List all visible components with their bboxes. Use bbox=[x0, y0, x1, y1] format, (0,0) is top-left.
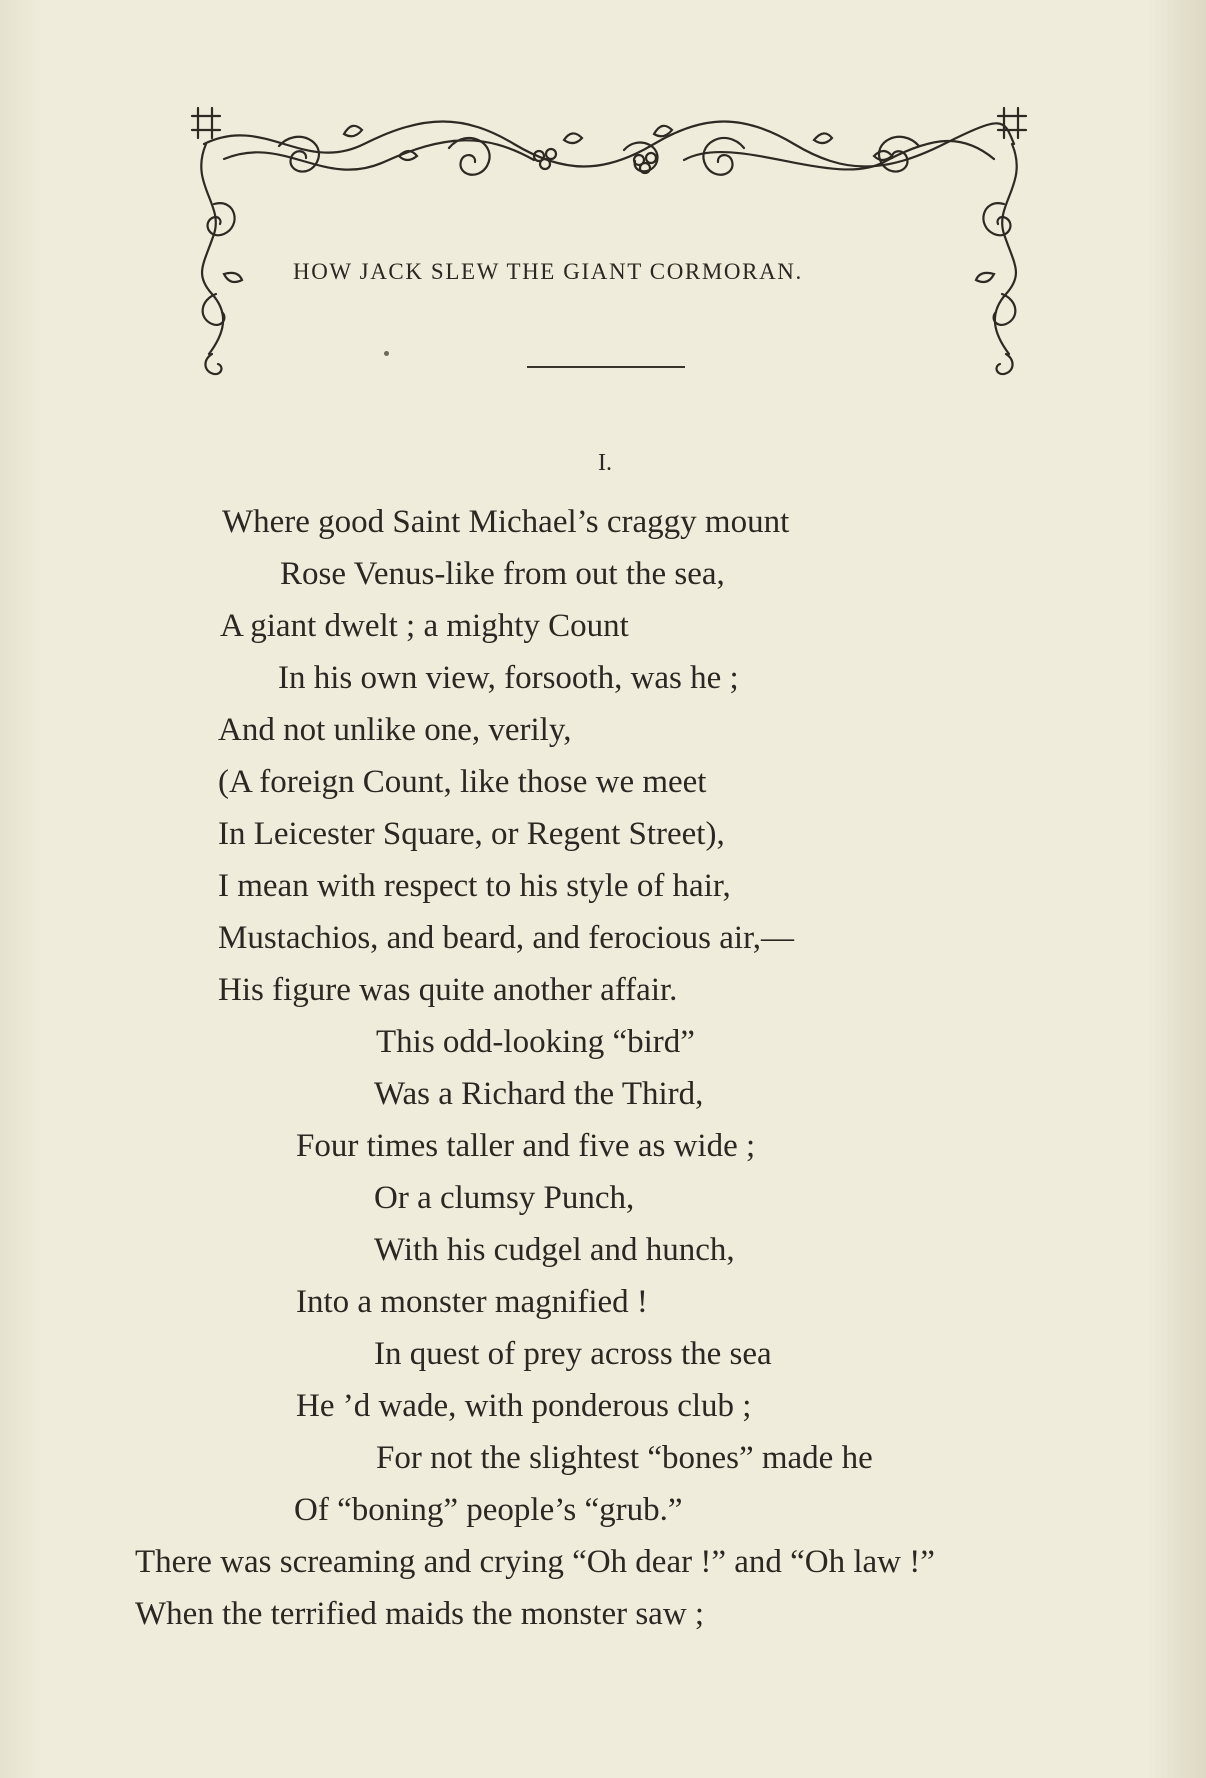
poem-line: Into a monster magnified ! bbox=[296, 1284, 648, 1320]
poem-line: He ’d wade, with ponderous club ; bbox=[296, 1388, 752, 1424]
poem-line: Was a Richard the Third, bbox=[374, 1076, 704, 1112]
poem-line: When the terrified maids the monster saw ; bbox=[135, 1596, 705, 1632]
poem-line: Rose Venus-like from out the sea, bbox=[280, 556, 725, 592]
poem-line: In his own view, forsooth, was he ; bbox=[278, 660, 739, 696]
poem-line: Mustachios, and beard, and ferocious air,— bbox=[218, 920, 795, 956]
poem-line: And not unlike one, verily, bbox=[218, 712, 572, 748]
poem-line: This odd-looking “bird” bbox=[376, 1024, 695, 1060]
chapter-title: HOW JACK SLEW THE GIANT CORMORAN. bbox=[293, 259, 803, 284]
poem-line: Where good Saint Michael’s craggy mount bbox=[222, 504, 790, 540]
poem-line: His figure was quite another affair. bbox=[218, 972, 678, 1008]
poem-line: For not the slightest “bones” made he bbox=[376, 1440, 873, 1476]
poem-line: In Leicester Square, or Regent Street), bbox=[218, 816, 725, 852]
poem-line: Of “boning” people’s “grub.” bbox=[294, 1492, 683, 1528]
poem-line: Or a clumsy Punch, bbox=[374, 1180, 635, 1216]
poem-line: With his cudgel and hunch, bbox=[374, 1232, 735, 1268]
poem-line: There was screaming and crying “Oh dear !” and “Oh law !” bbox=[135, 1544, 935, 1580]
poem-line: (A foreign Count, like those we meet bbox=[218, 764, 707, 800]
poem-line: A giant dwelt ; a mighty Count bbox=[220, 608, 629, 644]
section-number: I. bbox=[598, 450, 612, 476]
poem-line: I mean with respect to his style of hair, bbox=[218, 868, 731, 904]
poem-line: Four times taller and five as wide ; bbox=[296, 1128, 756, 1164]
poem-line: In quest of prey across the sea bbox=[374, 1336, 772, 1372]
